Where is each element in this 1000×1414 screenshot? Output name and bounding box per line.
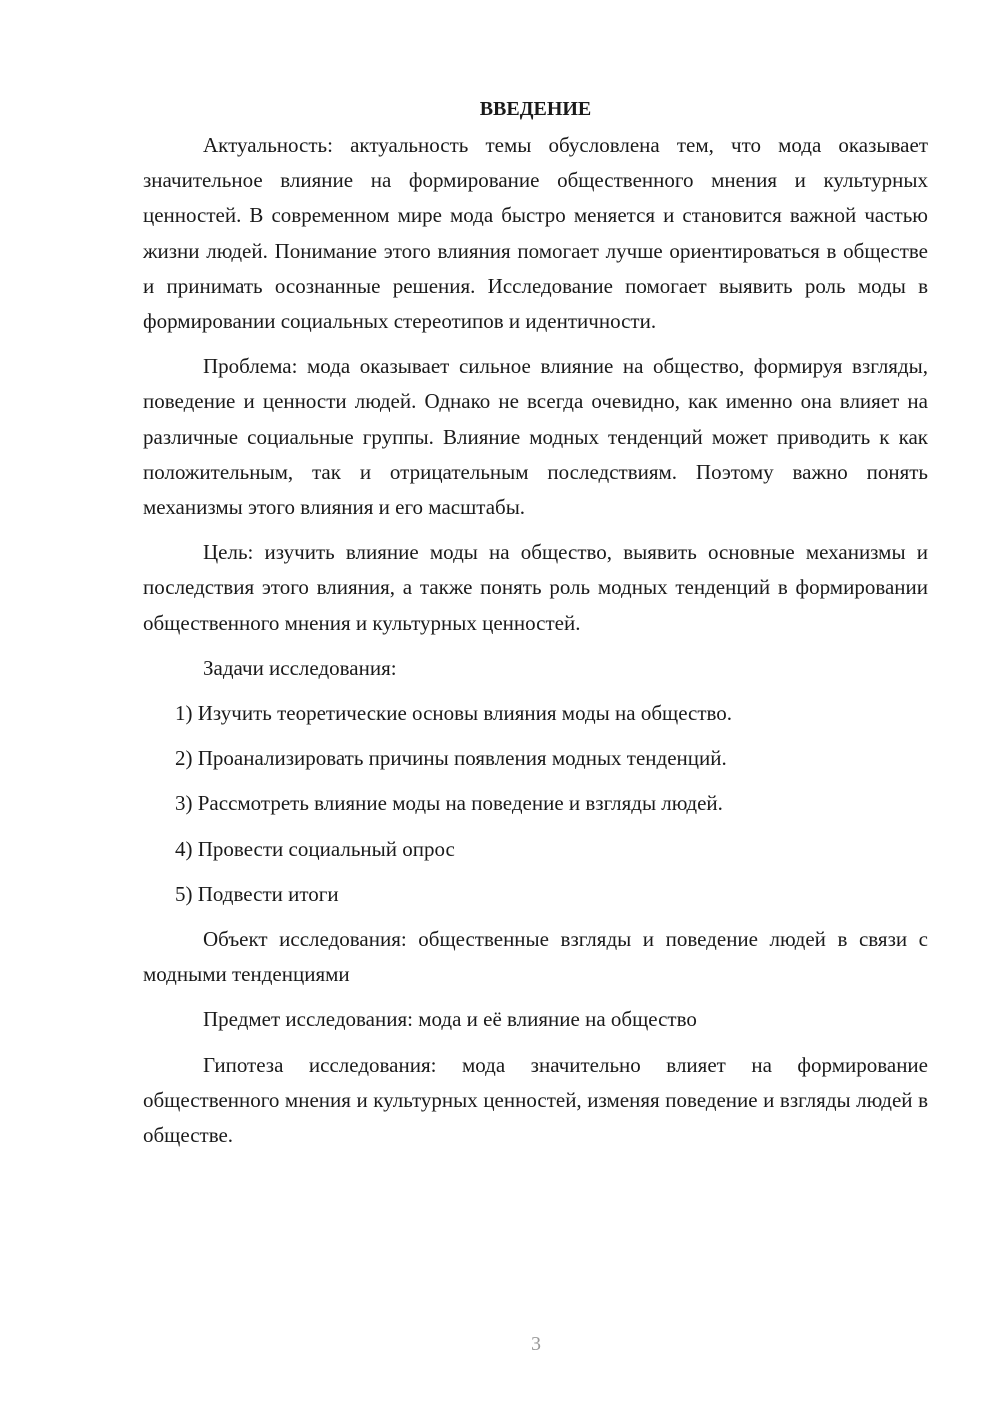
list-item: 4) Провести социальный опрос <box>175 836 455 861</box>
tasks-heading: Задачи исследования: <box>203 655 397 680</box>
object-paragraph: Объект исследования: общественные взгляды и поведение людей в связи с модными тенденциями <box>143 927 928 987</box>
page-number: 3 <box>531 1333 541 1355</box>
list-item: 5) Подвести итоги <box>175 881 339 906</box>
goal-paragraph: Цель: изучить влияние моды на общество, выявить основные механизмы и последствия этого влияния, а также понять роль модных тенденций в формировании общественного мнения и культурных ценностей. <box>143 540 928 635</box>
hypothesis-paragraph: Гипотеза исследования: мода значительно влияет на формирование общественного мнения и культурных ценностей, изменяя поведение и взгляды людей в обществе. <box>143 1052 928 1148</box>
problem-paragraph: Проблема: мода оказывает сильное влияние на общество, формируя взгляды, поведение и ценности людей. Однако не всегда очевидно, как именно она влияет на различные социальные группы. Влияние модных тенденций может приводить к как положительным, так и отрицательным последствиям. Поэтому важно понять механизмы этого влияния и его масштабы. <box>143 354 928 520</box>
relevance-paragraph: Актуальность: актуальность темы обусловлена тем, что мода оказывает значительное влияние на формирование общественного мнения и культурных ценностей. В современном мире мода быстро меняется и становится важной частью жизни людей. Понимание этого влияния помогает лучше ориентироваться в обществе и принимать осознанные решения. Исследование помогает выявить роль моды в формировании социальных стереотипов и идентичности. <box>143 133 928 334</box>
page-body <box>143 92 928 1163</box>
subject-paragraph: Предмет исследования: мода и её влияние на общество <box>203 1007 697 1032</box>
list-item: 3) Рассмотреть влияние моды на поведение и взгляды людей. <box>175 791 723 816</box>
list-item: 1) Изучить теоретические основы влияния моды на общество. <box>175 701 733 726</box>
tasks-list <box>143 696 928 912</box>
list-item: 2) Проанализировать причины появления модных тенденций. <box>175 746 727 771</box>
page-title: ВВЕДЕНИЕ <box>479 98 592 120</box>
